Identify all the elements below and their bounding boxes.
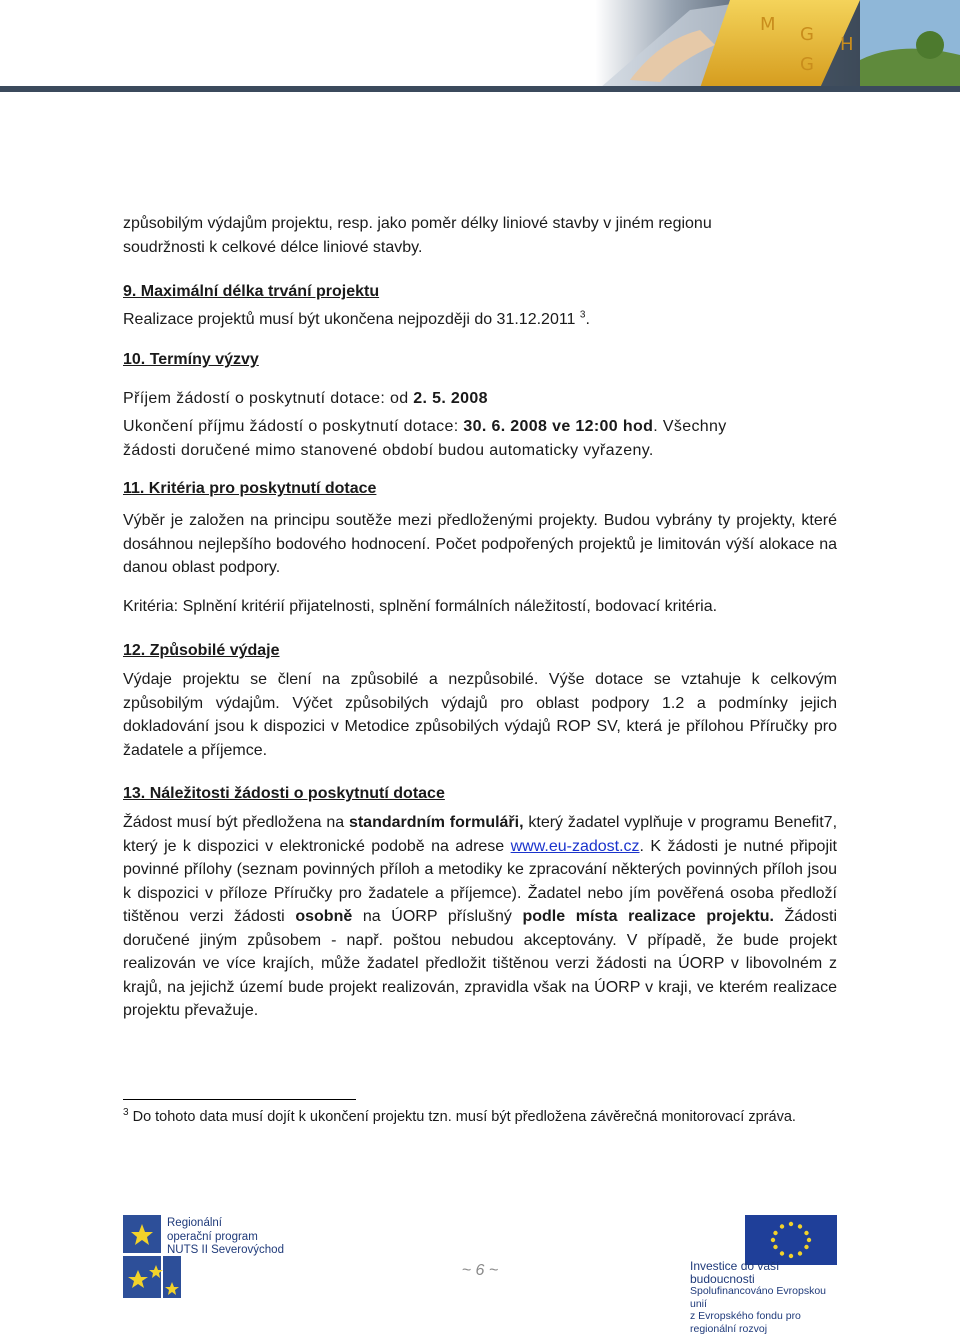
s13-bold-location: podle místa realizace projektu.: [522, 908, 774, 925]
footnote-text: Do tohoto data musí dojít k ukončení projektu tzn. musí být předložena závěrečná monitorovací zpráva.: [128, 1109, 796, 1125]
section-9-text: [123, 308, 837, 332]
section-9-sentence: Realizace projektů musí být ukončena nejpozději do 31.12.2011: [123, 311, 576, 328]
intro-line-2: soudržnosti k celkové délce liniové stavby.: [123, 238, 423, 256]
svg-text:M: M: [760, 14, 776, 35]
intro-paragraph: [123, 212, 837, 259]
s13-bold-personally: osobně: [295, 908, 353, 925]
s13-bold-form: standardním formuláři,: [348, 814, 524, 831]
submission-end-note: žádosti doručené mimo stanovené období budou automaticky vyřazeny.: [123, 441, 654, 459]
eu-line-1: Investice do vaší budoucnosti: [690, 1259, 780, 1286]
submission-end-label: Ukončení příjmu žádostí o poskytnutí dotace:: [123, 418, 464, 435]
s13-text-5: Žádosti doručené jiným způsobem - např. poštou nebudou akceptovány. V případě, že bude projekt realizován ve více krajích, může žadatel předložit tištěnou verzi žádosti na ÚORP v libovolném z krajů, na jejichž území bude projekt realizován, zpravidla však na ÚORP v kraji, ve kterém realizace projektu převažuje.: [123, 908, 838, 1019]
svg-text:G: G: [800, 24, 814, 45]
section-9-heading: 9. Maximální délka trvání projektu: [123, 283, 380, 300]
section-13-paragraph: [123, 811, 837, 1023]
svg-text:H: H: [840, 34, 854, 55]
eu-logo-text: [690, 1260, 840, 1335]
s13-text-2: který žadatel vyplňuje v programu Benefit7, který je k dispozici v elektronické podobě na adrese: [123, 814, 838, 855]
page-number: ~ 6 ~: [461, 1262, 499, 1279]
rop-logo-text: [167, 1217, 284, 1258]
section-10-submission-start: [123, 387, 837, 411]
intro-line-1: způsobilým výdajům projektu, resp. jako poměr délky liniové stavby v jiném regionu: [123, 215, 712, 232]
rop-line-3: NUTS II Severovýchod: [167, 1244, 284, 1256]
section-12-paragraph: Výdaje projektu se člení na způsobilé a nezpůsobilé. Výše dotace se vztahuje k celkovým způsobilým výdajům. Výčet způsobilých výdajů pro oblast podpory 1.2 a podmínky jejich dokladování jsou k dispozici v Metodice způsobilých výdajů ROP SV, která je přílohou Příručky pro žadatele a příjemce.: [123, 671, 837, 759]
section-10-heading: 10. Termíny výzvy: [123, 351, 259, 368]
section-11-criteria: Kritéria: Splnění kritérií přijatelnosti, splnění formálních náležitostí, bodovací kritéria.: [123, 598, 718, 615]
submission-start-label: Příjem žádostí o poskytnutí dotace: od: [123, 390, 414, 407]
footnote-mark: 3: [123, 1107, 129, 1119]
footnote: [123, 1108, 837, 1127]
section-10-submission-end: [123, 415, 837, 462]
s13-text-3: . K žádosti je nutné připojit povinné přílohy (seznam povinných příloh a metodiky ke zpracování některých povinných příloh jsou k dispozici v příloze Příručky pro žadatele a příjemce). Žadatel nebo jím pověřená osoba předloží tištěnou verzi žádosti: [123, 837, 837, 925]
eu-zadost-link[interactable]: www.eu-zadost.cz: [510, 837, 640, 855]
footnote-ref[interactable]: 3: [579, 309, 586, 321]
section-9-period: .: [585, 311, 590, 328]
s13-text-4: na ÚORP příslušný: [352, 908, 523, 925]
section-11-heading: 11. Kritéria pro poskytnutí dotace: [123, 480, 377, 497]
rop-line-1: Regionální: [167, 1217, 222, 1229]
section-13-heading: 13. Náležitosti žádosti o poskytnutí dotace: [123, 785, 445, 802]
rop-line-2: operační program: [167, 1230, 258, 1243]
submission-end-suffix: . Všechny: [653, 418, 727, 435]
s13-text-1: Žádost musí být předložena na: [123, 814, 349, 831]
submission-end-date: 30. 6. 2008 ve 12:00 hod: [463, 418, 654, 435]
svg-text:G: G: [800, 54, 814, 75]
header-banner: [0, 0, 960, 92]
submission-start-date: 2. 5. 2008: [413, 390, 488, 407]
eu-flag: [745, 1215, 837, 1265]
eu-line-3: z Evropského fondu pro regionální rozvoj: [690, 1310, 801, 1335]
footnote-divider: [123, 1099, 356, 1100]
eu-line-2: Spolufinancováno Evropskou unií: [690, 1285, 827, 1310]
section-11-paragraph: Výběr je založen na principu soutěže mezi předloženými projekty. Budou vybrány ty projekty, které dosáhnou nejlepšího bodového hodnocení. Počet podpořených projektů je limitován výší alokace na danou oblast podpory.: [123, 512, 837, 576]
section-12-heading: 12. Způsobilé výdaje: [123, 642, 280, 659]
